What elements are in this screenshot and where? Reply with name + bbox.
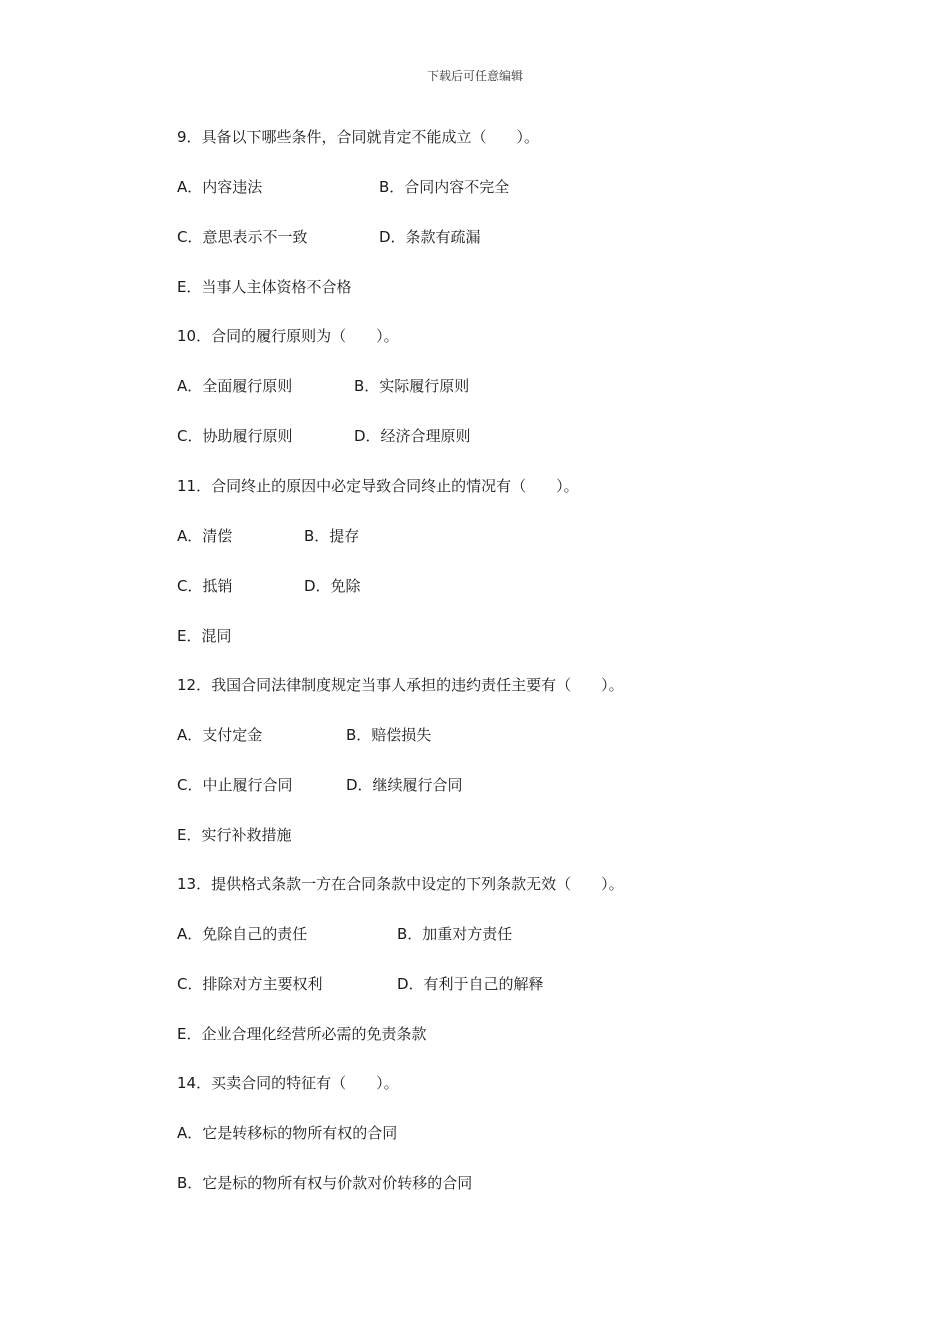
text-line: C．协助履行原则: [177, 427, 293, 445]
text-line: 14．买卖合同的特征有（ ）。: [177, 1074, 399, 1092]
text-line: C．排除对方主要权利: [177, 975, 323, 993]
text-line: A．全面履行原则: [177, 377, 293, 395]
text-line: D．有利于自己的解释: [397, 975, 544, 993]
text-line: 13．提供格式条款一方在合同条款中设定的下列条款无效（ ）。: [177, 875, 624, 893]
text-line: C．抵销: [177, 577, 233, 595]
text-line: A．支付定金: [177, 726, 263, 744]
text-line: A．内容违法: [177, 178, 263, 196]
text-line: 12．我国合同法律制度规定当事人承担的违约责任主要有（ ）。: [177, 676, 624, 694]
text-line: 10．合同的履行原则为（ ）。: [177, 327, 399, 345]
text-line: A．它是转移标的物所有权的合同: [177, 1124, 398, 1142]
text-line: D．免除: [304, 577, 361, 595]
text-line: B．提存: [304, 527, 360, 545]
text-line: B．实际履行原则: [354, 377, 470, 395]
text-line: 11．合同终止的原因中必定导致合同终止的情况有（ ）。: [177, 477, 579, 495]
text-line: A．清偿: [177, 527, 233, 545]
text-line: B．它是标的物所有权与价款对价转移的合同: [177, 1174, 473, 1192]
text-line: C．意思表示不一致: [177, 228, 308, 246]
text-line: B．合同内容不完全: [379, 178, 510, 196]
text-line: D．经济合理原则: [354, 427, 471, 445]
text-line: 9．具备以下哪些条件，合同就肯定不能成立（ ）。: [177, 128, 540, 146]
text-line: B．赔偿损失: [346, 726, 432, 744]
text-line: A．免除自己的责任: [177, 925, 308, 943]
text-line: D．条款有疏漏: [379, 228, 481, 246]
text-line: E．混同: [177, 627, 232, 645]
text-line: E．实行补救措施: [177, 826, 292, 844]
text-line: D．继续履行合同: [346, 776, 463, 794]
text-line: B．加重对方责任: [397, 925, 513, 943]
text-line: E．当事人主体资格不合格: [177, 278, 352, 296]
text-line: E．企业合理化经营所必需的免责条款: [177, 1025, 427, 1043]
page-header: 下载后可任意编辑: [426, 69, 523, 83]
text-line: C．中止履行合同: [177, 776, 293, 794]
